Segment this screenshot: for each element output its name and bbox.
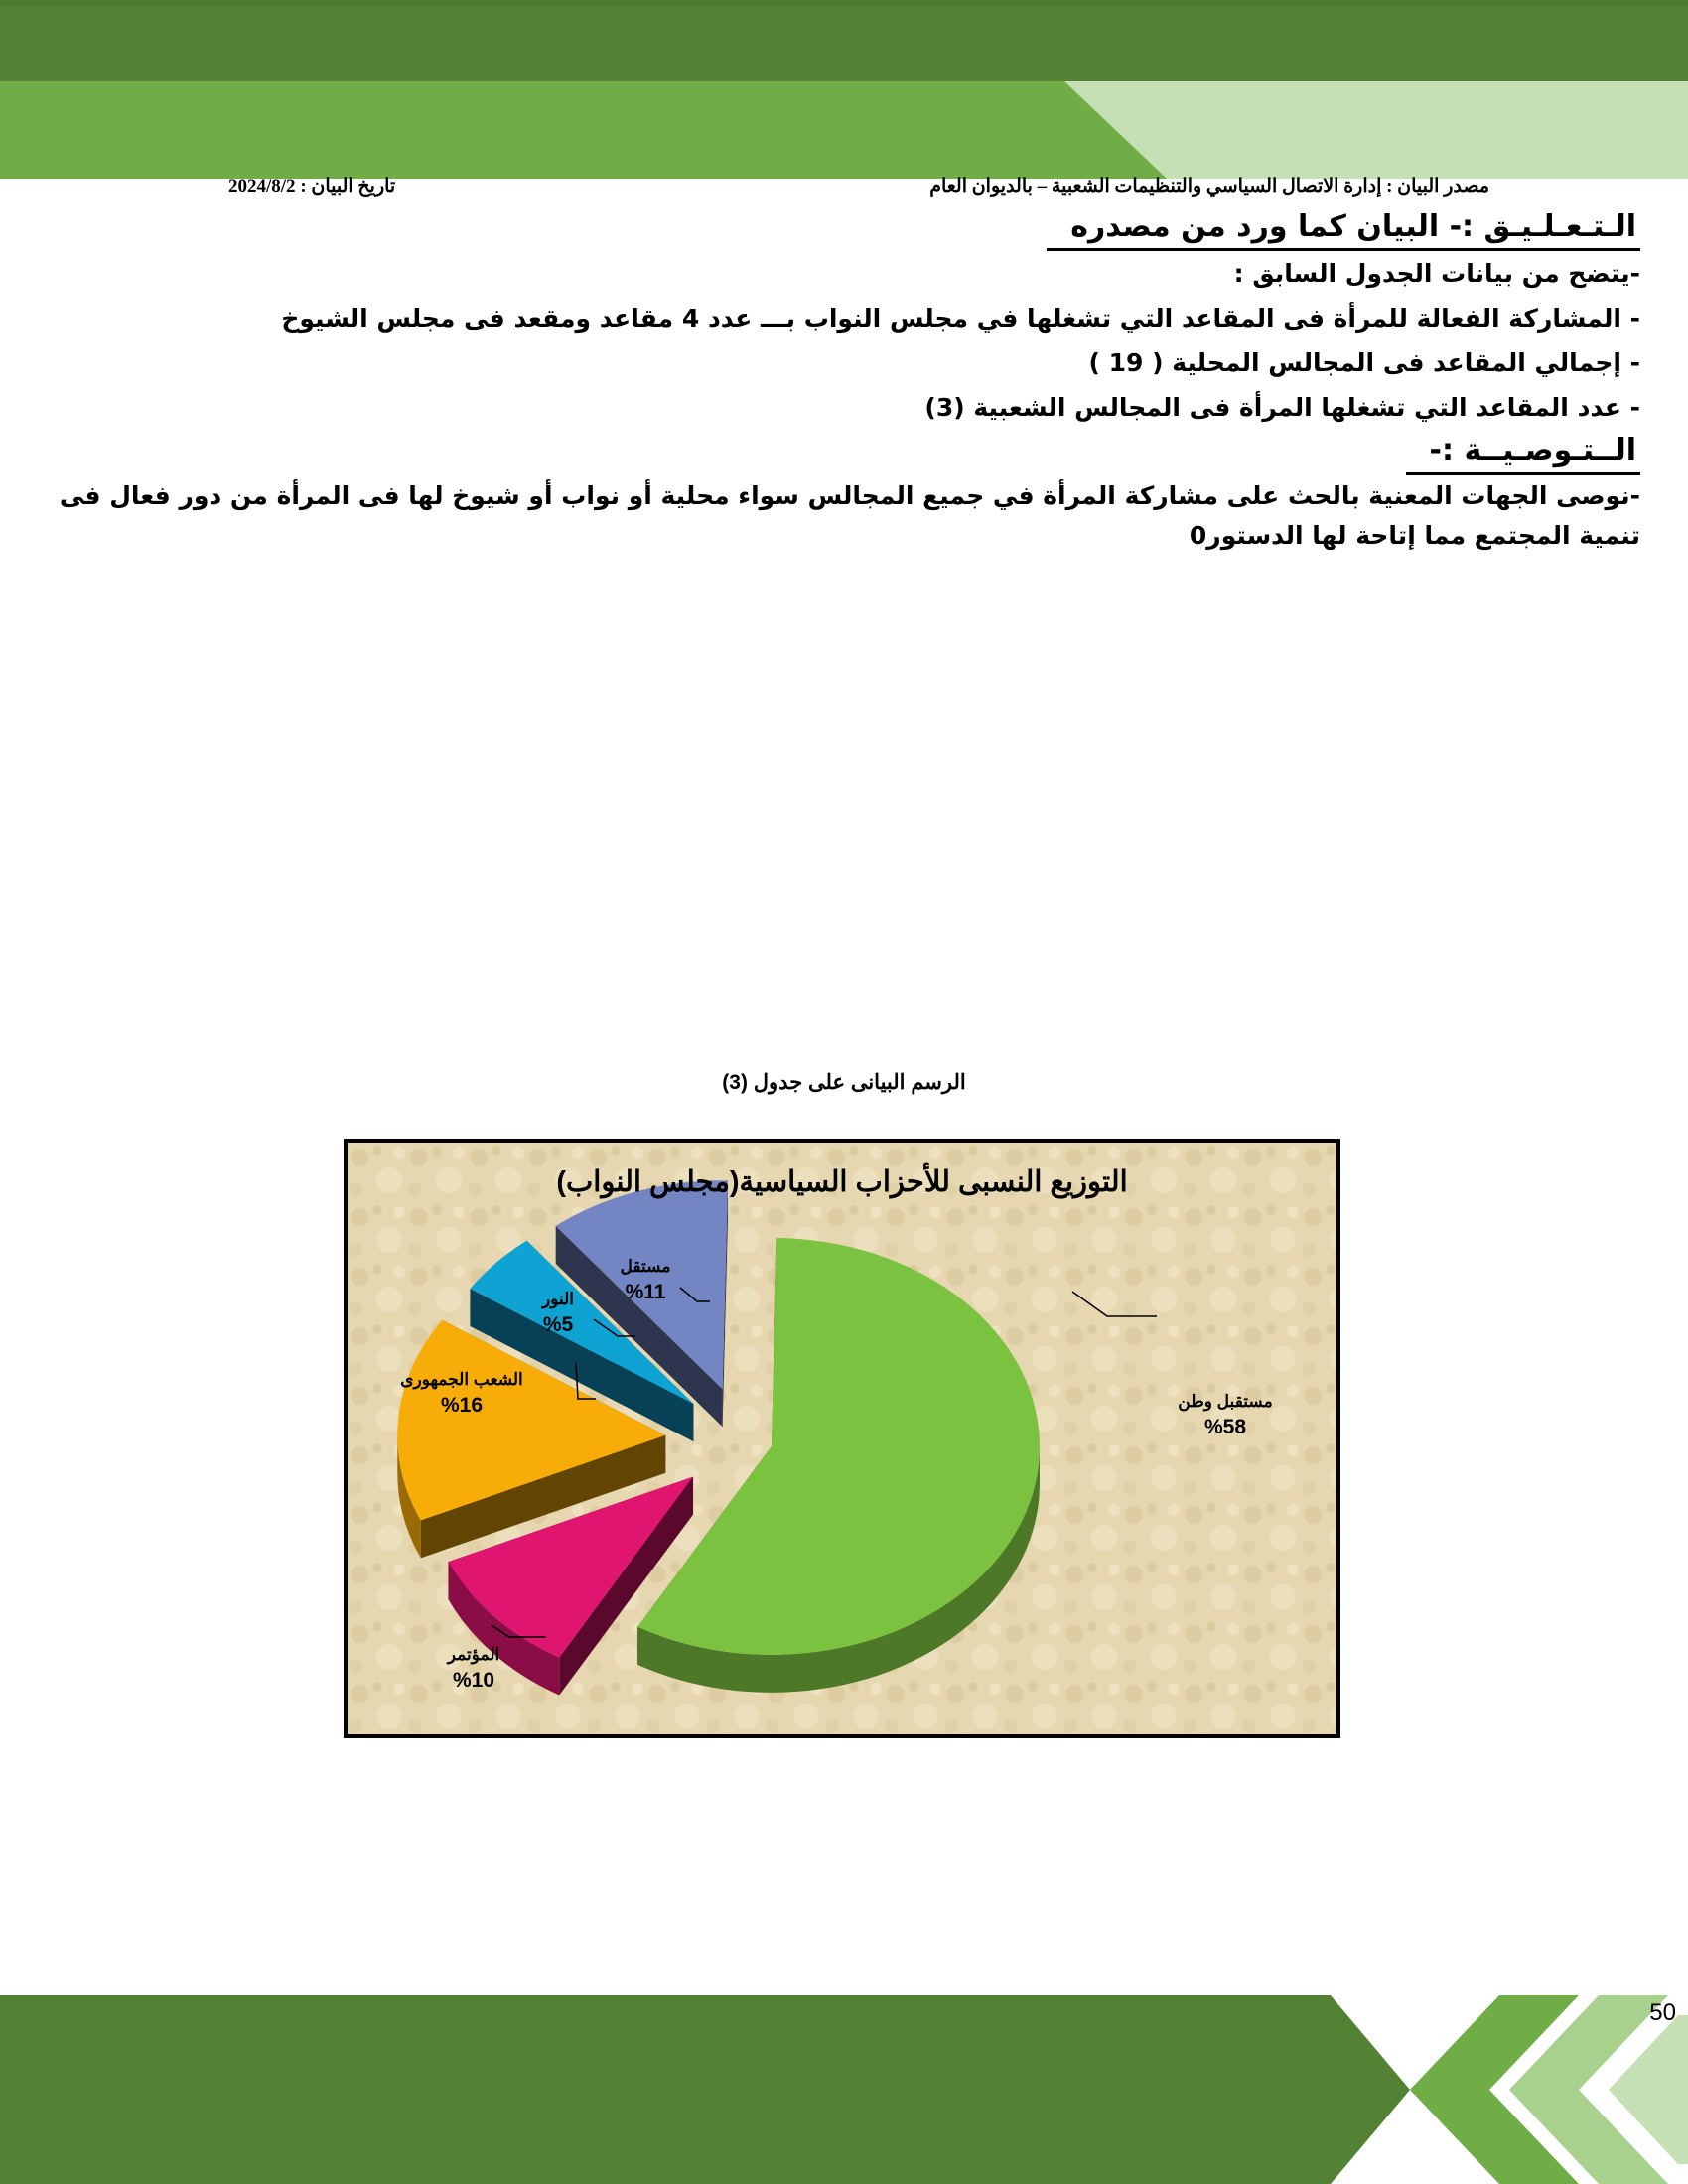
slice-label-mostaqel: مستقل %11 bbox=[620, 1257, 671, 1303]
comment-point: - المشاركة الفعالة للمرأة فى المقاعد التي تشغلها في مجلس النواب بـــ عدد 4 مقاعد ومقعد فى مجلس الشيوخ bbox=[281, 304, 1640, 333]
chart-caption: الرسم البيانى على جدول (3) bbox=[722, 1071, 966, 1094]
chart-box bbox=[344, 1139, 1340, 1738]
footer-band bbox=[0, 1995, 1688, 2184]
chart-title: التوزيع النسبى للأحزاب السياسية(مجلس النواب) bbox=[556, 1166, 1128, 1198]
page-number: 50 bbox=[1649, 1999, 1676, 2026]
date-text: تاريخ البيان : 2024/8/2 bbox=[228, 176, 396, 197]
recommendation-text: -نوصى الجهات المعنية بالحث على مشاركة المرأة في جميع المجالس سواء محلية أو نواب أو شيوخ لها فى المرأة من دور فعال فى تنمية المجتمع مما إتاحة لها الدستور0 bbox=[59, 481, 1640, 550]
header-band bbox=[0, 0, 1688, 179]
comment-heading: الـتـعـلـيـق :- البيان كما ورد من مصدره bbox=[48, 206, 1640, 251]
comment-intro: -يتضح من بيانات الجدول السابق : bbox=[1233, 259, 1640, 288]
comment-point: - إجمالي المقاعد فى المجالس المحلية ( 19 ) bbox=[1088, 348, 1640, 377]
slice-label-nour: النور %5 bbox=[541, 1290, 575, 1336]
source-line bbox=[228, 175, 1489, 197]
comment-point: - عدد المقاعد التي تشغلها المرأة فى المجالس الشعبية (3) bbox=[924, 393, 1640, 422]
recommendation-heading: الــتـوصـيــة :- bbox=[48, 430, 1640, 475]
slice-label-mostaqbal-watan: مستقبل وطن %58 bbox=[1178, 1392, 1273, 1438]
slice-label-shaab-gomhoury: الشعب الجمهورى %16 bbox=[400, 1370, 523, 1417]
slice-label-moatamar: المؤتمر %10 bbox=[447, 1645, 500, 1692]
body-text bbox=[48, 206, 1640, 556]
source-text: مصدر البيان : إدارة الاتصال السياسي والتنظيمات الشعبية – بالديوان العام bbox=[929, 176, 1489, 197]
